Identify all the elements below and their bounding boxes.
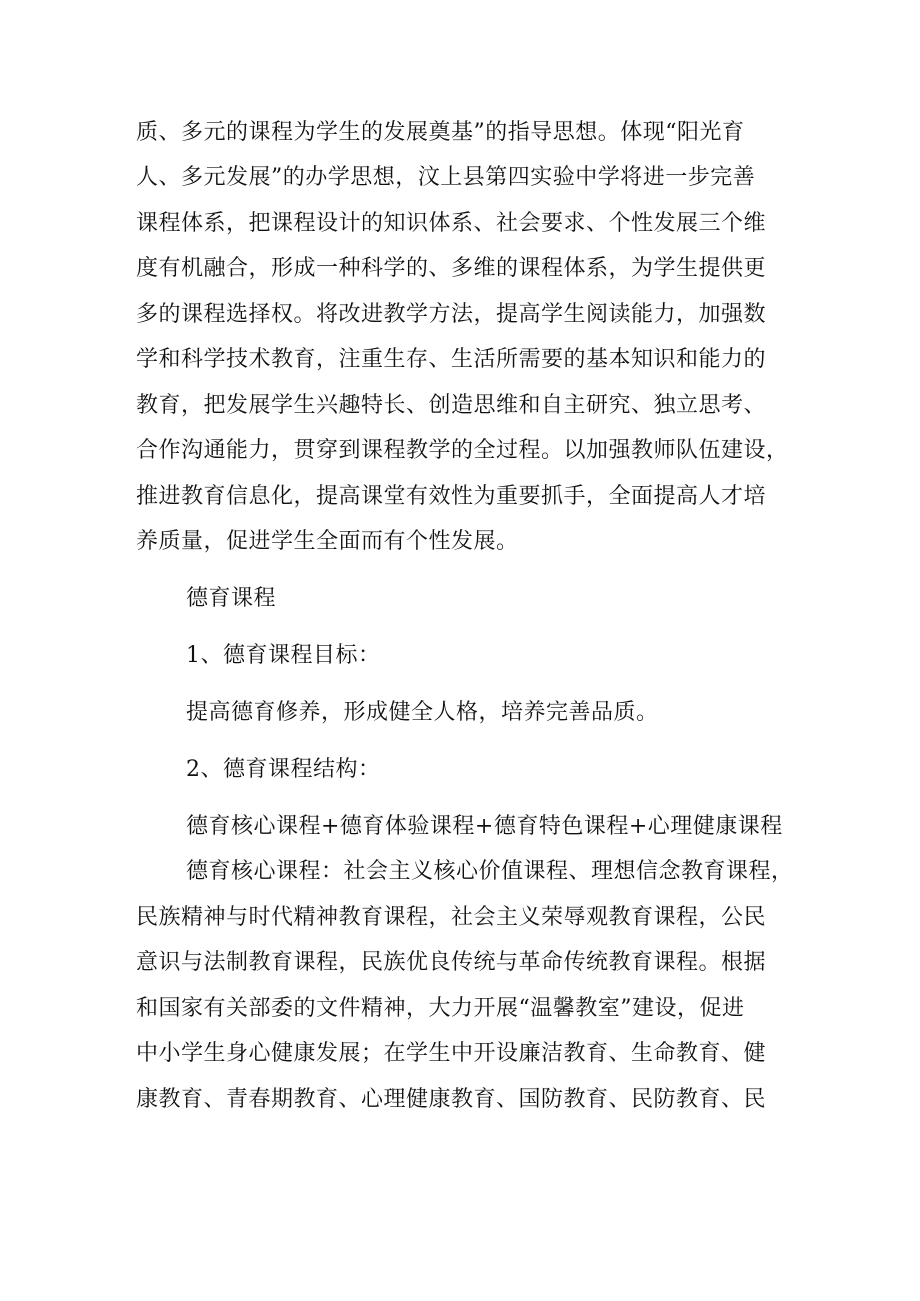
paragraph-1-line: 多的课程选择权。将改进教学方法，提高学生阅读能力，加强数 <box>136 302 767 327</box>
paragraph-1-line: 人、多元发展”的办学思想，汶上县第四实验中学将进一步完善 <box>136 165 756 190</box>
section-heading-moral: 德育课程 <box>186 586 277 611</box>
paragraph-2-line: 康教育、青春期教育、心理健康教育、国防教育、民防教育、民 <box>136 1087 767 1112</box>
paragraph-1-line: 养质量，促进学生全面而有个性发展。 <box>136 529 519 554</box>
paragraph-1-line: 课程体系，把课程设计的知识体系、社会要求、个性发展三个维 <box>136 211 767 236</box>
paragraph-1-line: 教育，把发展学生兴趣特长、创造思维和自主研究、独立思考、 <box>136 393 767 418</box>
paragraph-2-line: 意识与法制教育课程，民族优良传统与革命传统教育课程。根据 <box>136 950 767 975</box>
paragraph-2-line: 德育核心课程：社会主义核心价值课程、理想信念教育课程， <box>186 859 794 884</box>
structure-text: 德育核心课程+德育体验课程+德育特色课程+心理健康课程 <box>186 814 783 839</box>
subheading-structure: 2、德育课程结构： <box>186 757 381 782</box>
subheading-goal: 1、德育课程目标： <box>186 643 381 668</box>
paragraph-2-line: 中小学生身心健康发展；在学生中开设廉洁教育、生命教育、健 <box>136 1041 767 1066</box>
paragraph-1-line: 推进教育信息化，提高课堂有效性为重要抓手，全面提高人才培 <box>136 484 767 509</box>
paragraph-1-line: 质、多元的课程为学生的发展奠基”的指导思想。体现“阳光育 <box>136 120 745 145</box>
paragraph-1-line: 合作沟通能力，贯穿到课程教学的全过程。以加强教师队伍建设， <box>136 438 789 463</box>
paragraph-2-line: 民族精神与时代精神教育课程，社会主义荣辱观教育课程，公民 <box>136 905 767 930</box>
paragraph-2-line: 和国家有关部委的文件精神，大力开展“温馨教室”建设，促进 <box>136 996 745 1021</box>
paragraph-1-line: 度有机融合，形成一种科学的、多维的课程体系，为学生提供更 <box>136 256 767 281</box>
goal-text: 提高德育修养，形成健全人格，培养完善品质。 <box>186 700 659 725</box>
paragraph-1-line: 学和科学技术教育，注重生存、生活所需要的基本知识和能力的 <box>136 347 767 372</box>
